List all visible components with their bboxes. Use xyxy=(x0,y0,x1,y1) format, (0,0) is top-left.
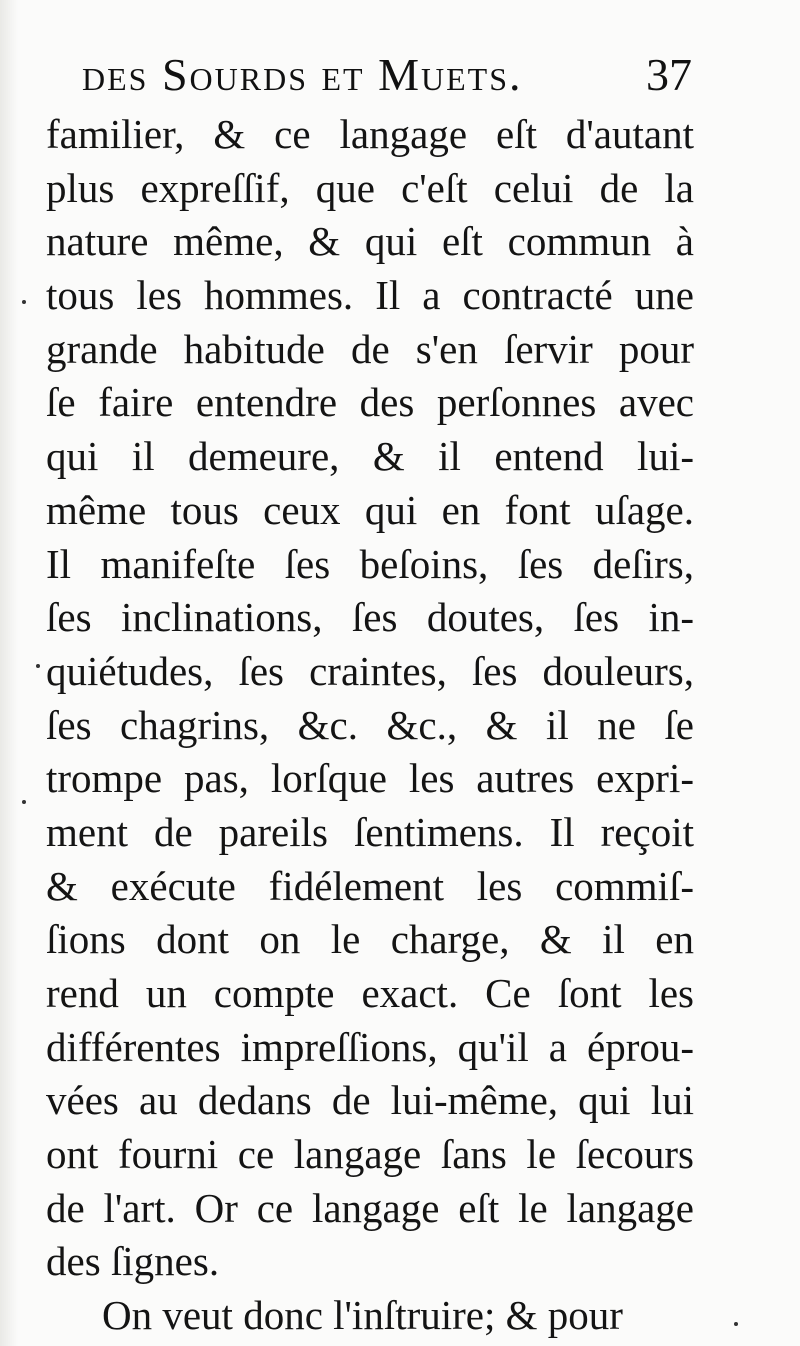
speck-mark xyxy=(22,300,26,304)
text-line: ont fourni ce langage ſans le ſecours xyxy=(46,1131,694,1178)
text-line: rend un compte exact. Ce ſont les xyxy=(46,970,694,1016)
page-gutter xyxy=(0,0,18,1346)
text-line: trompe pas, lorſque les autres expri- xyxy=(46,755,694,802)
text-line: différentes impreſſions, qu'il a éprou- xyxy=(46,1023,694,1070)
text-line: familier, & ce langage eſt d'autant xyxy=(46,111,694,157)
body-text xyxy=(46,108,694,1343)
text-line: ſes inclinations, ſes doutes, ſes in- xyxy=(46,594,694,641)
text-line: grande habitude de s'en ſervir pour xyxy=(46,325,694,372)
page-header xyxy=(82,48,692,108)
text-line: ſes chagrins, &c. &c., & il ne ſe xyxy=(46,701,694,748)
text-line: qui il demeure, & il entend lui- xyxy=(46,433,694,480)
text-line: Il manifeſte ſes beſoins, ſes deſirs, xyxy=(46,540,694,587)
text-line: & exécute fidélement les commiſ- xyxy=(46,862,694,909)
text-line: ment de pareils ſentimens. Il reçoit xyxy=(46,808,694,855)
running-title: des Sourds et Muets. xyxy=(82,49,523,100)
text-line: même tous ceux qui en font uſage. xyxy=(46,486,694,533)
speck-mark xyxy=(22,800,26,804)
speck-mark xyxy=(36,664,40,668)
text-line: ſe faire entendre des perſonnes avec xyxy=(46,379,694,426)
text-line: tous les hommes. Il a contracté une xyxy=(46,272,694,319)
text-line: vées au dedans de lui-même, qui lui xyxy=(46,1077,694,1124)
text-line: de l'art. Or ce langage eſt le langage xyxy=(46,1184,694,1231)
page-number: 37 xyxy=(646,49,692,100)
text-line: quiétudes, ſes craintes, ſes douleurs, xyxy=(46,647,694,694)
speck-mark xyxy=(734,1322,738,1326)
paragraph-start-line: On veut donc l'inſtruire; & pour xyxy=(102,1292,623,1339)
text-line: plus expreſſif, que c'eſt celui de la xyxy=(46,164,694,211)
text-line: ſions dont on le charge, & il en xyxy=(46,916,694,963)
text-line: nature même, & qui eſt commun à xyxy=(46,218,694,265)
text-line: des ſignes. xyxy=(46,1238,220,1285)
